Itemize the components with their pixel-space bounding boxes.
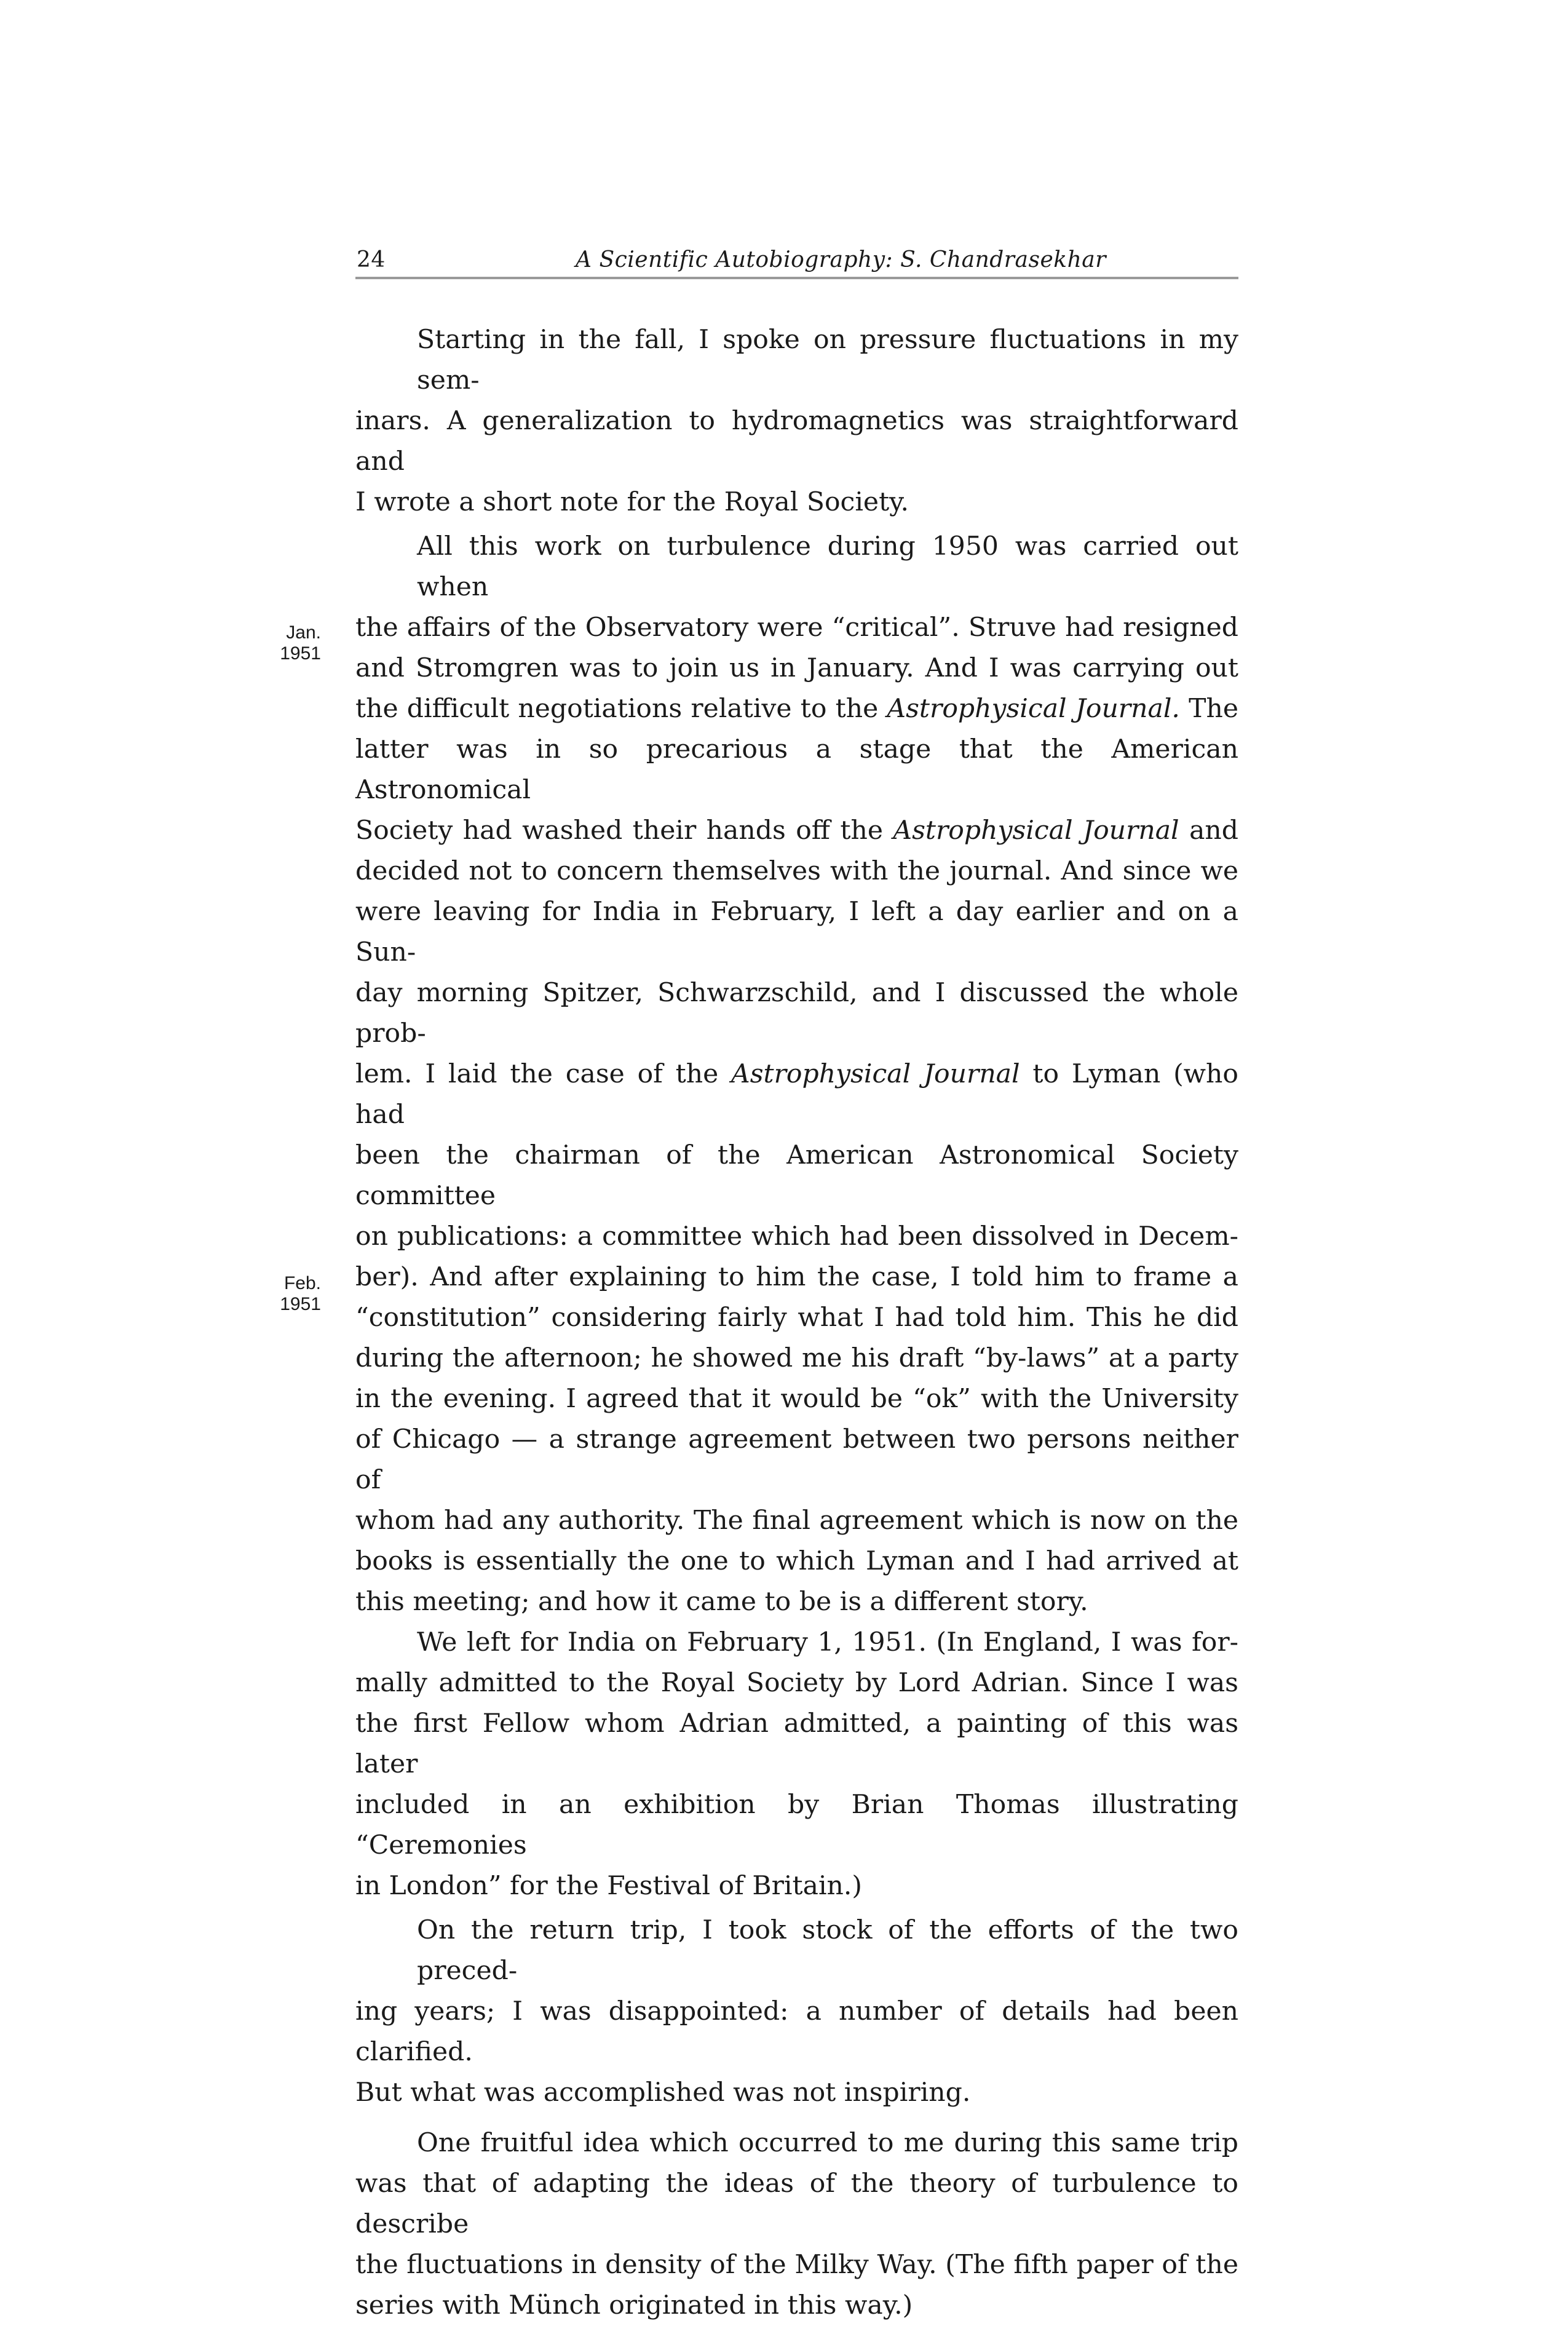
text-line: day morning Spitzer, Schwarzschild, and I discussed the whole prob-: [355, 978, 1238, 1049]
text-line: mally admitted to the Royal Society by Lord Adrian. Since I was: [355, 1668, 1238, 1698]
text-line: been the chairman of the American Astronomical Society committee: [355, 1140, 1238, 1211]
page-number: 24: [357, 247, 386, 272]
body-text: [355, 320, 1238, 2326]
paragraph-3: [355, 1622, 1238, 1907]
text-line: on publications: a committee which had been dissolved in Decem-: [355, 1221, 1238, 1252]
journal-title: Astrophysical Journal: [893, 816, 1179, 846]
text-line: “constitution” considering fairly what I had told him. This he did: [355, 1303, 1238, 1333]
text-line: this meeting; and how it came to be is a different story.: [355, 1587, 1088, 1617]
text-line: ing years; I was disappointed: a number of details had been clarified.: [355, 1996, 1238, 2067]
text-run: Society had washed their hands off the: [355, 816, 893, 846]
text-line: All this work on turbulence during 1950 was carried out when: [417, 531, 1238, 602]
margin-note-feb-1951: [266, 1273, 321, 1315]
text-line: whom had any authority. The final agreement which is now on the: [355, 1506, 1238, 1536]
text-line: decided not to concern themselves with the journal. And since we: [355, 856, 1238, 886]
margin-note-year: 1951: [280, 643, 321, 664]
text-line: the first Fellow whom Adrian admitted, a painting of this was later: [355, 1709, 1238, 1779]
text-line: But what was accomplished was not inspiring.: [355, 2078, 971, 2108]
text-line: inars. A generalization to hydromagnetics was straightforward and: [355, 406, 1238, 477]
text-line: and Stromgren was to join us in January. And I was carrying out: [355, 653, 1238, 683]
text-line: books is essentially the one to which Lyman and I had arrived at: [355, 1546, 1238, 1576]
text-run: the difficult negotiations relative to the: [355, 694, 887, 724]
margin-note-month: Feb.: [283, 1273, 321, 1293]
text-line: ber). And after explaining to him the case, I told him to frame a: [355, 1262, 1238, 1292]
margin-note-year: 1951: [280, 1294, 321, 1314]
text-line: of Chicago — a strange agreement between two persons neither of: [355, 1424, 1238, 1495]
text-line: Starting in the fall, I spoke on pressure fluctuations in my sem-: [417, 325, 1238, 395]
text-line: [355, 689, 1238, 729]
text-line: On the return trip, I took stock of the efforts of the two preced-: [417, 1915, 1238, 1986]
paragraph-1: [355, 320, 1238, 523]
text-line: in London” for the Festival of Britain.): [355, 1871, 862, 1901]
text-line: the affairs of the Observatory were “critical”. Struve had resigned: [355, 613, 1238, 643]
margin-note-month: Jan.: [286, 622, 321, 643]
text-line: included in an exhibition by Brian Thomas illustrating “Ceremonies: [355, 1790, 1238, 1860]
text-line: latter was in so precarious a stage that the American Astronomical: [355, 734, 1238, 805]
text-run: The: [1179, 694, 1239, 724]
text-line: series with Münch originated in this way.): [355, 2290, 913, 2320]
book-title: A Scientific Autobiography: S. Chandrasekhar: [576, 247, 1106, 272]
paragraph-2: [355, 526, 1238, 1622]
running-head: [355, 239, 1238, 279]
text-line: were leaving for India in February, I left a day earlier and on a Sun-: [355, 897, 1238, 967]
text-line: One fruitful idea which occurred to me during this same trip: [417, 2128, 1238, 2158]
text-line: [355, 811, 1238, 851]
text-line: the fluctuations in density of the Milky Way. (The fifth paper of the: [355, 2250, 1238, 2280]
margin-note-jan-1951: [266, 622, 321, 664]
journal-title: Astrophysical Journal: [731, 1059, 1020, 1089]
text-run: to Lyman (who had: [355, 1059, 1238, 1130]
paragraph-4: [355, 1910, 1238, 2113]
text-line: I wrote a short note for the Royal Society.: [355, 487, 909, 517]
journal-title: Astrophysical Journal.: [887, 694, 1180, 724]
text-line: [355, 1054, 1238, 1135]
paragraph-5: [355, 2123, 1238, 2326]
text-run: lem. I laid the case of the: [355, 1059, 732, 1089]
text-line: in the evening. I agreed that it would be “ok” with the University: [355, 1384, 1238, 1414]
text-run: and: [1179, 816, 1238, 846]
text-line: during the afternoon; he showed me his draft “by-laws” at a party: [355, 1343, 1238, 1373]
text-line: was that of adapting the ideas of the theory of turbulence to describe: [355, 2169, 1238, 2239]
text-line: We left for India on February 1, 1951. (In England, I was for-: [417, 1627, 1238, 1657]
